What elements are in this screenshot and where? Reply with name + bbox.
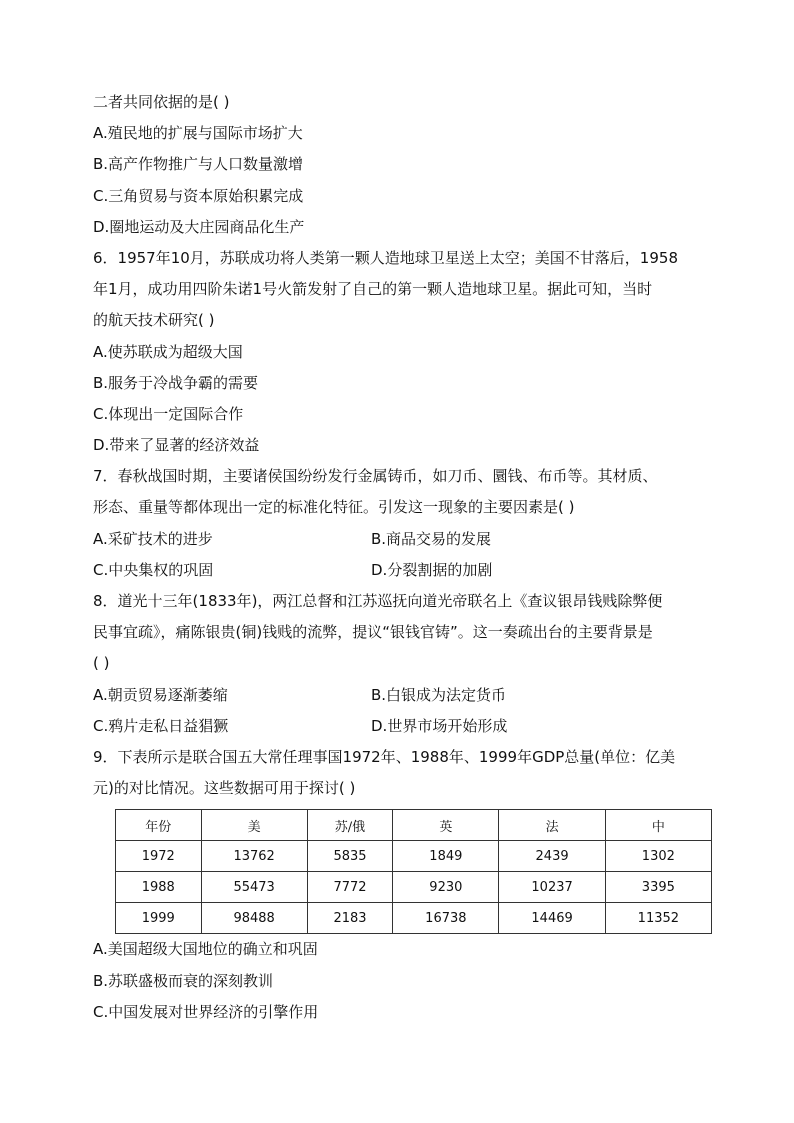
q7-stem-line-2: 形态、重量等都体现出一定的标准化特征。引发这一现象的主要因素是( ): [93, 498, 575, 517]
table-cell: 10237: [499, 872, 605, 903]
q6-stem-line-1: 6．1957年10月，苏联成功将人类第一颗人造地球卫星送上太空；美国不甘落后，1958: [93, 248, 678, 267]
q6-option-c: C.体现出一定国际合作: [93, 404, 244, 423]
table-cell: 14469: [499, 903, 605, 934]
q8-stem-line-3: ( ): [93, 654, 110, 673]
q9-option-c: C.中国发展对世界经济的引擎作用: [93, 1002, 319, 1021]
table-cell: 2439: [499, 841, 605, 872]
q8-stem-line-2: 民事宜疏》，痛陈银贵(铜)钱贱的流弊，提议“银钱官铸”。这一奏疏出台的主要背景是: [93, 623, 653, 642]
gdp-header-year: 年份: [116, 810, 202, 841]
q7-option-a: A.采矿技术的进步: [93, 529, 213, 548]
table-cell: 55473: [201, 872, 307, 903]
table-cell: 9230: [393, 872, 499, 903]
q7-option-c: C.中央集权的巩固: [93, 560, 214, 579]
q9-option-a: A.美国超级大国地位的确立和巩固: [93, 940, 318, 959]
q7-stem-line-1: 7．春秋战国时期，主要诸侯国纷纷发行金属铸币，如刀币、圜钱、布币等。其材质、: [93, 467, 658, 486]
q6-stem-line-3: 的航天技术研究( ): [93, 311, 215, 330]
table-cell: 2183: [307, 903, 393, 934]
table-cell: 1302: [605, 841, 711, 872]
gdp-table: [115, 809, 712, 934]
gdp-table-header-row: [116, 810, 712, 841]
q5-option-c: C.三角贸易与资本原始积累完成: [93, 186, 304, 205]
table-cell: 13762: [201, 841, 307, 872]
table-cell: 98488: [201, 903, 307, 934]
q8-options-row-1: [93, 685, 713, 705]
q6-option-b: B.服务于冷战争霸的需要: [93, 373, 259, 392]
q6-stem-line-2: 年1月，成功用四阶朱诺1号火箭发射了自己的第一颗人造地球卫星。据此可知，当时: [93, 280, 653, 299]
table-cell: 1972: [116, 841, 202, 872]
table-cell: 11352: [605, 903, 711, 934]
table-cell: 1988: [116, 872, 202, 903]
q8-options-row-2: [93, 716, 713, 736]
table-cell: 7772: [307, 872, 393, 903]
q7-option-b: B.商品交易的发展: [371, 529, 492, 548]
table-row: [116, 903, 712, 934]
gdp-header-ussr-russia: 苏/俄: [307, 810, 393, 841]
q7-option-d: D.分裂割据的加剧: [371, 560, 493, 579]
q5-option-d: D.圈地运动及大庄园商品化生产: [93, 217, 305, 236]
q8-option-a: A.朝贡贸易逐渐萎缩: [93, 685, 228, 704]
q7-options-row-2: [93, 560, 713, 580]
table-cell: 3395: [605, 872, 711, 903]
q7-options-row-1: [93, 529, 713, 549]
q9-stem-line-1: 9．下表所示是联合国五大常任理事国1972年、1988年、1999年GDP总量(单位：亿美: [93, 747, 676, 766]
q5-option-b: B.高产作物推广与人口数量激增: [93, 155, 304, 174]
q5-stem-tail: 二者共同依据的是( ): [93, 93, 230, 111]
table-cell: 1849: [393, 841, 499, 872]
q8-option-d: D.世界市场开始形成: [371, 716, 508, 735]
table-cell: 16738: [393, 903, 499, 934]
q6-option-a: A.使苏联成为超级大国: [93, 342, 243, 361]
table-cell: 5835: [307, 841, 393, 872]
gdp-header-france: 法: [499, 810, 605, 841]
q8-stem-line-1: 8．道光十三年(1833年)，两江总督和江苏巡抚向道光帝联名上《查议银昂钱贱除弊便: [93, 592, 663, 610]
q9-stem-line-2: 元)的对比情况。这些数据可用于探讨( ): [93, 779, 356, 798]
table-cell: 1999: [116, 903, 202, 934]
table-row: [116, 872, 712, 903]
gdp-header-uk: 英: [393, 810, 499, 841]
q5-option-a: A.殖民地的扩展与国际市场扩大: [93, 124, 303, 143]
q8-option-b: B.白银成为法定货币: [371, 685, 507, 704]
table-row: [116, 841, 712, 872]
exam-page: [93, 92, 713, 1033]
q6-option-d: D.带来了显著的经济效益: [93, 436, 260, 455]
gdp-header-china: 中: [605, 810, 711, 841]
gdp-header-usa: 美: [201, 810, 307, 841]
q8-option-c: C.鸦片走私日益猖獗: [93, 716, 229, 735]
q9-option-b: B.苏联盛极而衰的深刻教训: [93, 971, 274, 990]
